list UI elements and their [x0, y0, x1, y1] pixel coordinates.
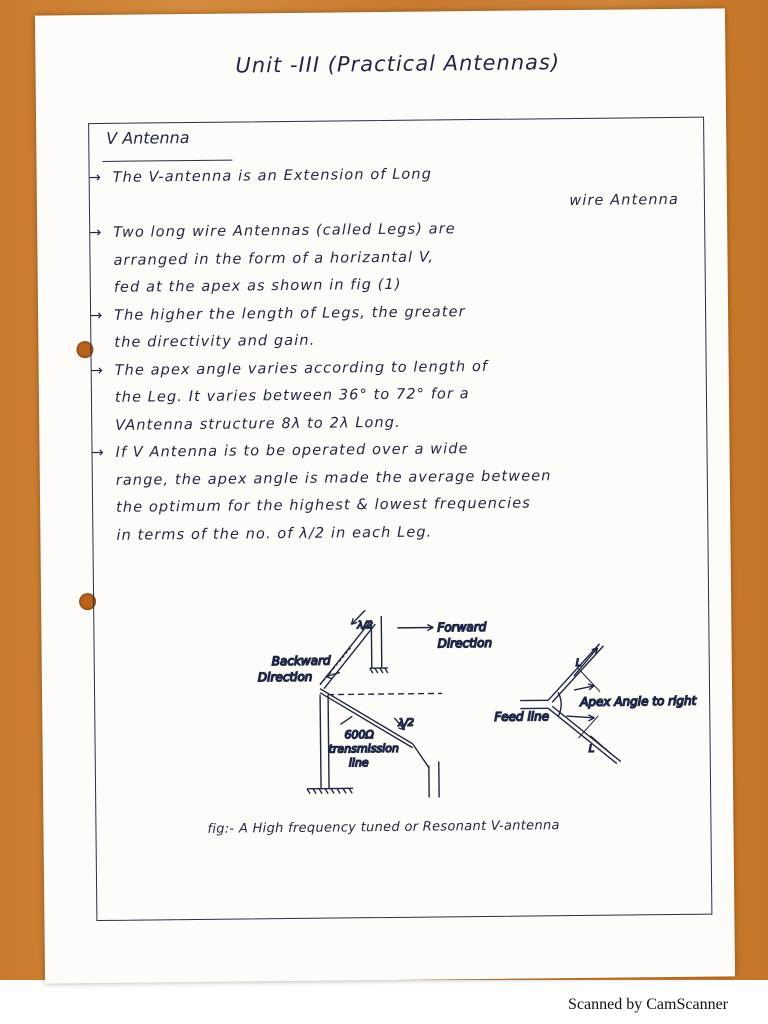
note-line: the optimum for the highest & lowest frequencies	[116, 495, 531, 516]
line-label: line	[348, 756, 369, 770]
feed-line-label: Feed line	[494, 709, 550, 724]
line-impedance-label: 600Ω	[344, 728, 374, 742]
note-line: fed at the apex as shown in fig (1)	[113, 276, 402, 296]
v-antenna-diagram	[201, 603, 703, 808]
transmission-label: transmission	[328, 741, 399, 756]
scanner-watermark: Scanned by CamScanner	[568, 996, 728, 1013]
backward-label: Backward	[271, 653, 331, 669]
note-line: → If V Antenna is to be operated over a wide	[91, 434, 691, 468]
notebook-page	[35, 8, 735, 983]
half-wave-top-label: λ/2	[357, 620, 374, 632]
notes-body	[89, 159, 693, 550]
tuned-antenna-sketch	[305, 609, 443, 798]
half-wave-mid-label: λ/2	[398, 717, 415, 729]
leg-length-top-label: L	[575, 657, 582, 670]
note-line: in terms of the no. of λ/2 in each Leg.	[116, 524, 433, 544]
note-line: range, the apex angle is made the average between	[115, 467, 552, 489]
note-line: → The apex angle varies according to length of	[91, 351, 691, 385]
page-title: Unit -III (Practical Antennas)	[235, 50, 561, 78]
figure-caption: fig:- A High frequency tuned or Resonant V-antenna	[207, 818, 560, 837]
forward-label: Forward	[437, 619, 487, 635]
note-line: the Leg. It varies between 36° to 72° for a	[114, 386, 470, 406]
apex-angle-label: Apex Angle to right	[580, 693, 697, 709]
section-heading: V Antenna	[106, 128, 190, 148]
forward-direction-label: Direction	[437, 635, 493, 651]
backward-direction-label: Direction	[257, 669, 313, 685]
note-line: → The V-antenna is an Extension of Long	[89, 159, 689, 193]
leg-length-bottom-label: L	[588, 743, 595, 755]
note-line: → The higher the length of Legs, the greater	[90, 296, 690, 330]
note-line: the directivity and gain.	[114, 332, 316, 351]
note-line: wire Antenna	[569, 191, 679, 209]
note-line: arranged in the form of a horizantal V,	[113, 248, 435, 269]
note-line: → Two long wire Antennas (called Legs) are	[89, 214, 689, 248]
note-line: VAntenna structure 8λ to 2λ Long.	[115, 414, 401, 434]
